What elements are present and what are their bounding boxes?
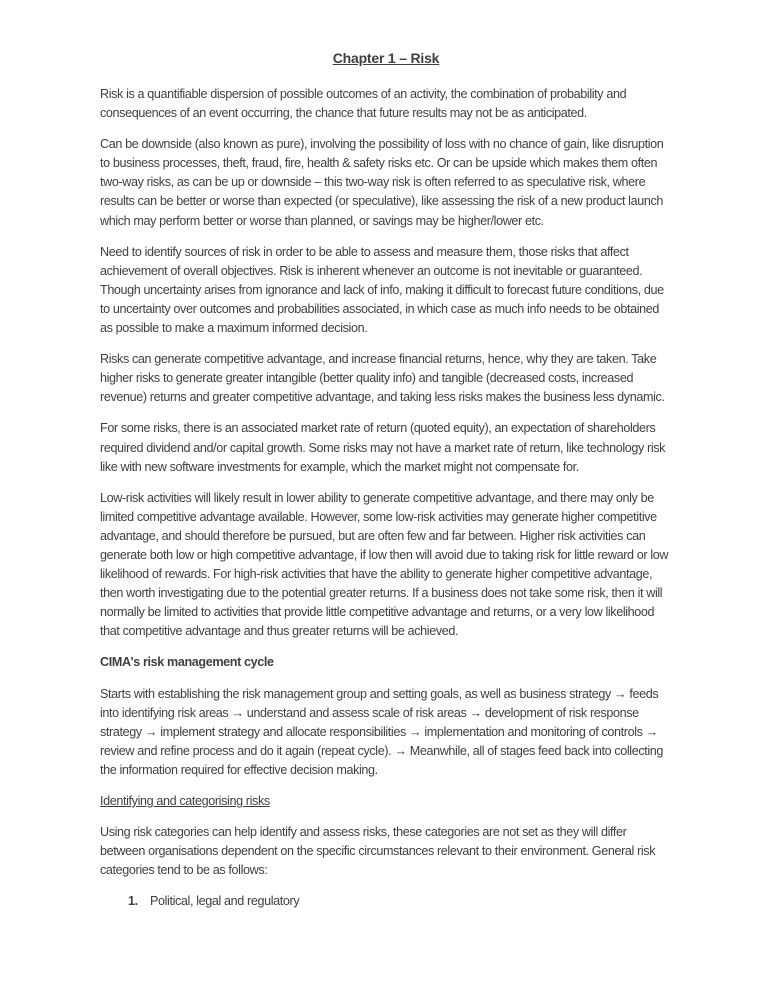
paragraph-downside-upside-risk: Can be downside (also known as pure), involving the possibility of loss with no chance of gain, like disruption to business processes, theft, fraud, fire, health & safety risks etc. Or can be upside which makes them often two-way risks, as can be up or downside – this two-way risk is often referred to as speculative risk, where results can be better or worse than expected (or speculative), like assessing the risk of a new product launch which may perform better or worse than planned, or savings may be higher/lower etc. — [100, 137, 664, 228]
page-title: Chapter 1 – Risk — [332, 50, 440, 66]
heading-cima-risk-management-cycle: CIMA's risk management cycle — [100, 655, 274, 670]
list-item-text: Political, legal and regulatory — [150, 894, 300, 909]
list-item-political-legal-regulatory — [100, 892, 672, 911]
paragraph-identify-sources-of-risk: Need to identify sources of risk in order to be able to assess and measure them, those risks that affect achievement of overall objectives. Risk is inherent whenever an outcome is not inevitable or guaranteed. Though uncertainty arises from ignorance and lack of info, making it difficult to forecast future conditions, due to uncertainty over outcomes and probabilities associated, in which case as much info needs to be obtained as possible to make a maximum informed decision. — [100, 244, 664, 336]
heading-identifying-and-categorising-risks: Identifying and categorising risks — [100, 794, 270, 808]
paragraph-risks-competitive-advantage: Risks can generate competitive advantage, and increase financial returns, hence, why they are taken. Take higher risks to generate greater intangible (better quality info) and tangible (decreased costs, increased revenue) returns and greater competitive advantage, and taking less risks makes the business less dynamic. — [100, 352, 665, 405]
paragraph-low-high-risk-activities: Low-risk activities will likely result in lower ability to generate competitive advantage, and there may only be limited competitive advantage available. However, some low-risk activities may generate higher competitive advantage, and should therefore be pursued, but are often few and far between. Higher risk activities can generate both low or high competitive advantage, if low then will avoid due to taking risk for little reward or low likelihood of rewards. For high-risk activities that have the ability to generate higher competitive advantage, then worth investigating due to the potential greater returns. If a business does not take some risk, then it will normally be limited to activities that provide little competitive advantage and returns, or a very low likelihood that competitive advantage and thus greater returns will be achieved. — [100, 490, 669, 639]
paragraph-cima-cycle-stages: Starts with establishing the risk management group and setting goals, as well as business strategy → feeds into identifying risk areas → understand and assess scale of risk areas → development of risk response strategy → implement strategy and allocate responsibilities → implementation and monitoring of controls → review and refine process and do it again (repeat cycle). → Meanwhile, all of stages feed back into collecting the information required for effective decision making. — [100, 686, 664, 777]
paragraph-market-rate-of-return: For some risks, there is an associated market rate of return (quoted equity), an expectation of shareholders required dividend and/or capital growth. Some risks may not have a market rate of return, like technology risk like with new software investments for example, which the market might not compensate for. — [100, 421, 666, 474]
list-item-number: 1. — [128, 894, 138, 909]
risk-category-list — [100, 892, 672, 911]
paragraph-risk-definition: Risk is a quantifiable dispersion of possible outcomes of an activity, the combination of probability and consequences of an event occurring, the chance that future results may not be as anticipated. — [100, 87, 627, 121]
paragraph-using-risk-categories: Using risk categories can help identify and assess risks, these categories are not set as they will differ between organisations dependent on the specific circumstances relevant to their environment. General risk categories tend to be as follows: — [100, 825, 656, 878]
